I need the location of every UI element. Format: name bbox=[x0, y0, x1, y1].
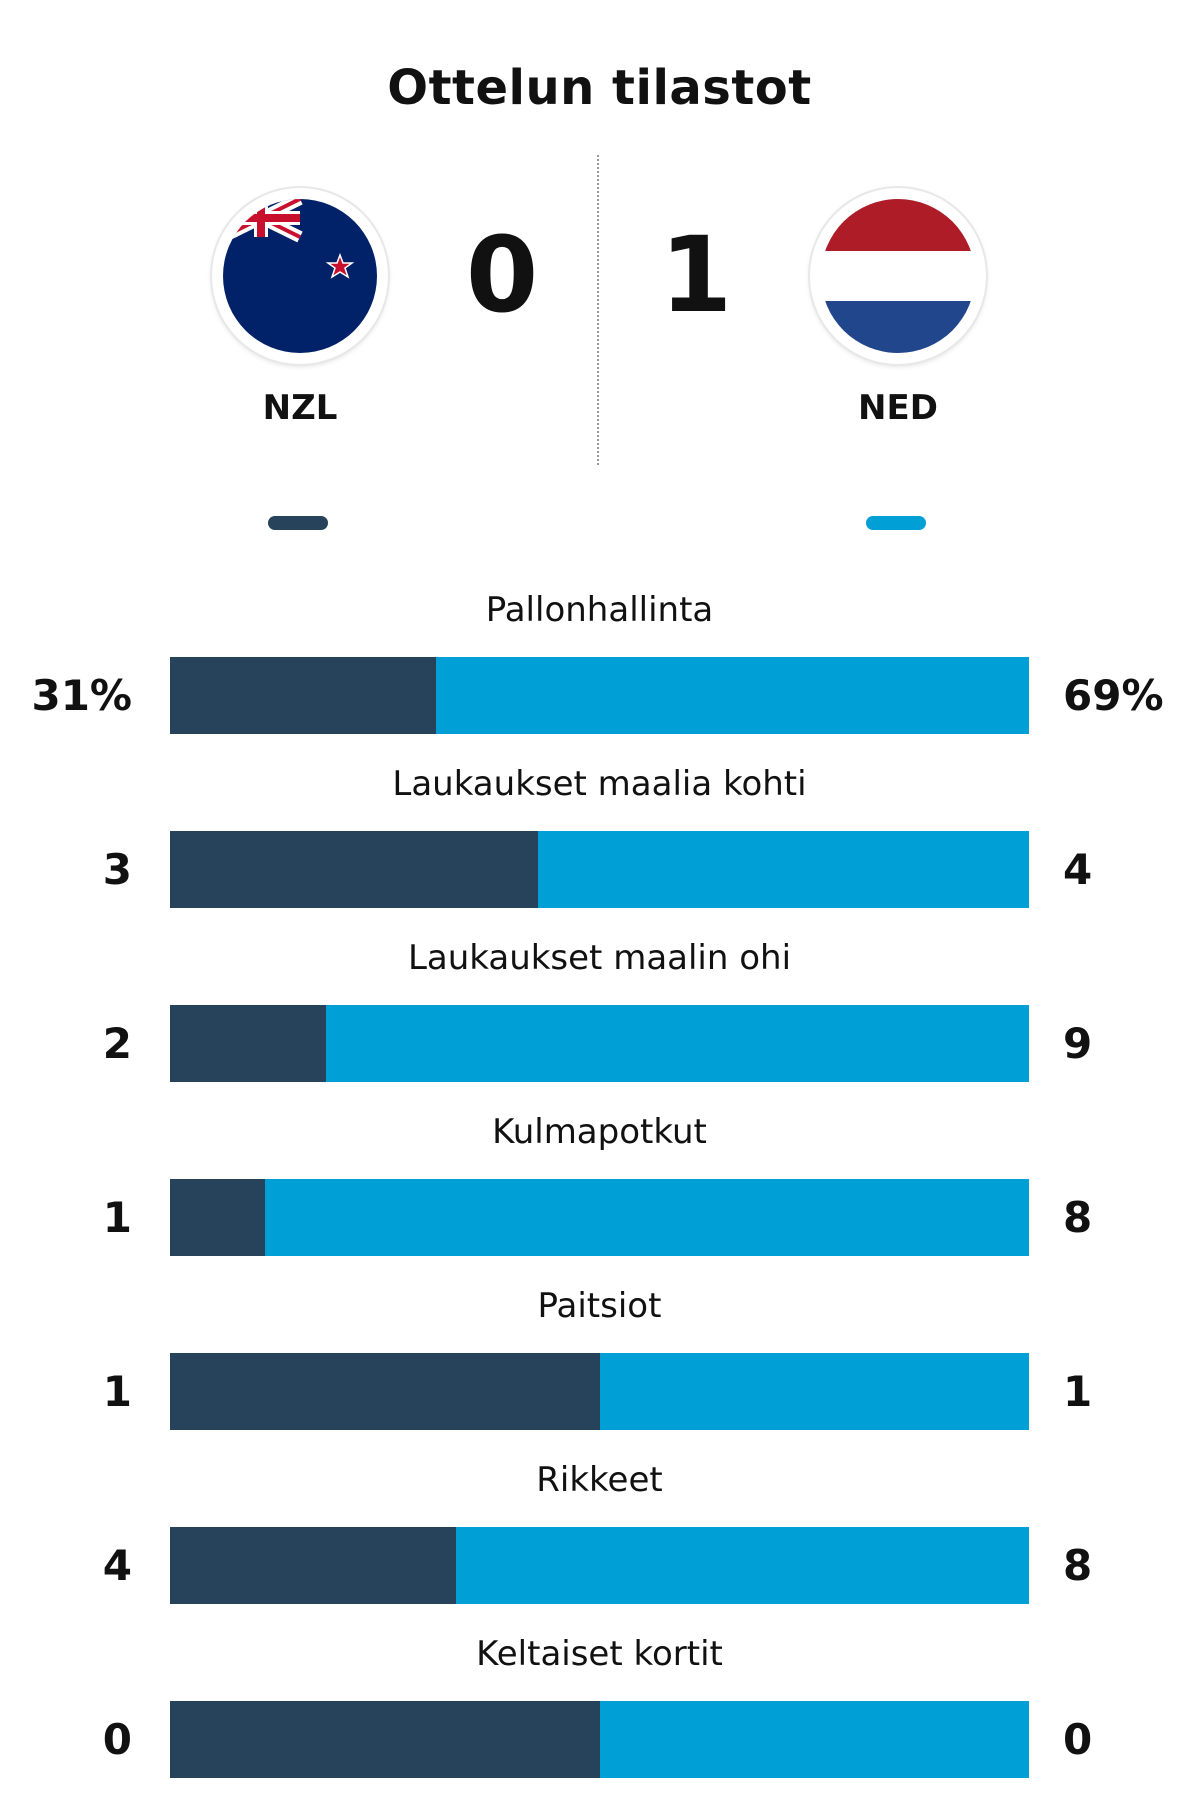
stat-label: Laukaukset maalia kohti bbox=[392, 764, 807, 804]
stat-away-value: 8 bbox=[1063, 1193, 1093, 1242]
stat-home-value: 4 bbox=[102, 1541, 132, 1590]
stat-away-value: 0 bbox=[1063, 1715, 1093, 1764]
home-score: 0 bbox=[465, 214, 539, 336]
score-divider bbox=[597, 155, 599, 465]
home-team-color-pill bbox=[268, 516, 328, 530]
stat-bar-home-fill bbox=[170, 1179, 265, 1256]
stat-bar-home-fill bbox=[170, 1527, 456, 1604]
stat-away-value: 8 bbox=[1063, 1541, 1093, 1590]
stat-home-value: 3 bbox=[102, 845, 132, 894]
stat-label: Paitsiot bbox=[537, 1286, 662, 1326]
stat-bar bbox=[170, 657, 1029, 734]
stat-away-value: 1 bbox=[1063, 1367, 1093, 1416]
stat-bar-home-fill bbox=[170, 1005, 326, 1082]
stat-bar-home-fill bbox=[170, 1701, 600, 1778]
stat-label: Laukaukset maalin ohi bbox=[407, 938, 792, 978]
stat-bar bbox=[170, 1527, 1029, 1604]
stat-bar bbox=[170, 831, 1029, 908]
stat-label: Keltaiset kortit bbox=[476, 1634, 723, 1674]
stat-bar bbox=[170, 1005, 1029, 1082]
stat-home-value: 31% bbox=[31, 671, 132, 720]
new-zealand-flag-icon bbox=[212, 188, 388, 364]
stat-home-value: 1 bbox=[102, 1367, 132, 1416]
stat-home-value: 0 bbox=[102, 1715, 132, 1764]
home-team-code: NZL bbox=[262, 388, 338, 428]
page-title: Ottelun tilastot bbox=[387, 60, 812, 116]
stat-bar-home-fill bbox=[170, 657, 436, 734]
away-team-code: NED bbox=[858, 388, 938, 428]
stat-home-value: 1 bbox=[102, 1193, 132, 1242]
stat-label: Kulmapotkut bbox=[492, 1112, 707, 1152]
stat-label: Rikkeet bbox=[536, 1460, 663, 1500]
stat-away-value: 4 bbox=[1063, 845, 1093, 894]
stat-bar bbox=[170, 1353, 1029, 1430]
stat-away-value: 69% bbox=[1063, 671, 1164, 720]
netherlands-flag-icon bbox=[810, 188, 986, 364]
away-team-color-pill bbox=[866, 516, 926, 530]
stat-bar bbox=[170, 1179, 1029, 1256]
away-score: 1 bbox=[659, 214, 733, 336]
stat-bar-home-fill bbox=[170, 831, 538, 908]
stat-away-value: 9 bbox=[1063, 1019, 1093, 1068]
stat-bar bbox=[170, 1701, 1029, 1778]
stat-label: Pallonhallinta bbox=[485, 590, 714, 630]
stat-home-value: 2 bbox=[102, 1019, 132, 1068]
stat-bar-home-fill bbox=[170, 1353, 600, 1430]
